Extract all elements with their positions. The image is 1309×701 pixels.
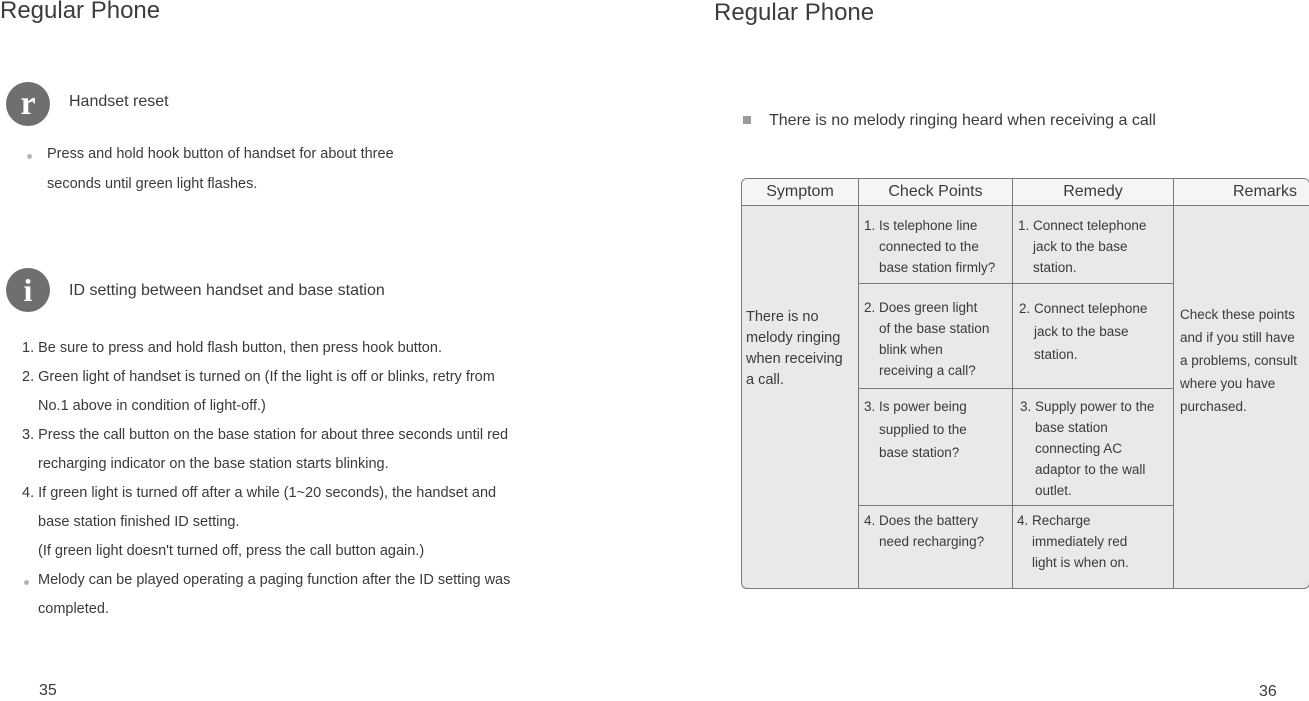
divider — [742, 205, 1309, 206]
divider — [1173, 179, 1174, 588]
check-point-cell: 3. Is power being supplied to the base station? — [864, 399, 967, 460]
info-icon: i — [6, 268, 50, 312]
symptom-cell: There is no melody ringing when receiving a call. — [746, 309, 843, 388]
list-item: base station finished ID setting. — [38, 514, 240, 530]
check-point-cell: 2. Does green light of the base station blink when receiving a call? — [864, 300, 990, 378]
header-remedy: Remedy — [1013, 179, 1173, 205]
handset-reset-line-1: Press and hold hook button of handset for about three — [47, 146, 394, 162]
remarks-cell: Check these points and if you still have a problems, consult where you have purchased. — [1180, 307, 1298, 414]
list-item: (If green light doesn't turned off, press the call button again.) — [38, 543, 425, 559]
square-bullet-icon — [743, 116, 751, 124]
divider — [858, 388, 1174, 389]
list-item: 2. Green light of handset is turned on (If the light is off or blinks, retry from — [22, 369, 495, 385]
id-setting-title: ID setting between handset and base station — [69, 282, 385, 299]
list-item: Melody can be played operating a paging function after the ID setting was — [38, 572, 511, 588]
divider — [1012, 179, 1013, 588]
list-item: No.1 above in condition of light-off.) — [38, 398, 266, 414]
divider — [858, 505, 1174, 506]
remedy-cell: 1. Connect telephone jack to the base station. — [1018, 218, 1147, 275]
r-icon: r — [6, 82, 50, 126]
list-item: 3. Press the call button on the base station for about three seconds until red — [22, 427, 509, 443]
divider — [858, 283, 1174, 284]
list-item: completed. — [38, 601, 109, 617]
divider — [858, 179, 859, 588]
header-remarks: Remarks — [1174, 179, 1309, 205]
check-point-cell: 4. Does the battery need recharging? — [864, 513, 985, 549]
right-page-title: Regular Phone — [714, 0, 875, 26]
bullet-icon — [24, 580, 29, 585]
handset-reset-title: Handset reset — [69, 93, 169, 110]
header-check-points: Check Points — [859, 179, 1012, 205]
right-page-number: 36 — [1259, 683, 1277, 700]
header-symptom: Symptom — [742, 179, 858, 205]
remedy-cell: 2. Connect telephone jack to the base station. — [1019, 301, 1148, 362]
bullet-icon — [27, 154, 32, 159]
left-page-title: Regular Phone — [0, 0, 161, 24]
list-item: 1. Be sure to press and hold flash button, then press hook button. — [22, 340, 442, 356]
check-point-cell: 1. Is telephone line connected to the base station firmly? — [864, 218, 996, 275]
remedy-cell: 4. Recharge immediately red light is when on. — [1017, 513, 1129, 570]
troubleshooting-table — [741, 178, 1309, 589]
handset-reset-line-2: seconds until green light flashes. — [47, 176, 258, 192]
left-page-number: 35 — [39, 682, 57, 699]
list-item: recharging indicator on the base station starts blinking. — [38, 456, 389, 472]
remedy-cell: 3. Supply power to the base station connecting AC adaptor to the wall outlet. — [1020, 399, 1155, 498]
list-item: 4. If green light is turned off after a while (1~20 seconds), the handset and — [22, 485, 497, 501]
section-heading: There is no melody ringing heard when receiving a call — [769, 112, 1156, 129]
